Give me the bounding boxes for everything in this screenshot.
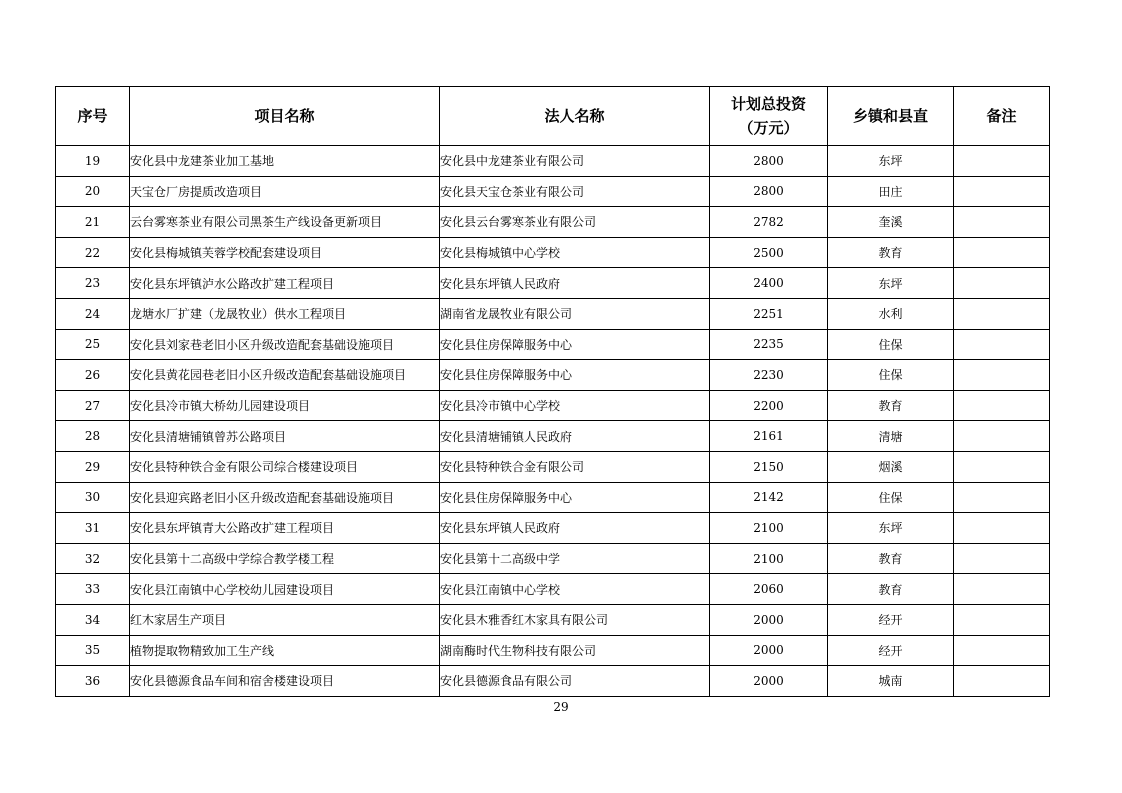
cell-investment: 2150 (710, 451, 828, 482)
cell-town: 东坪 (828, 146, 954, 177)
cell-no: 34 (56, 604, 130, 635)
cell-note (954, 451, 1050, 482)
cell-owner-name: 安化县特种铁合金有限公司 (440, 451, 710, 482)
cell-project-name: 安化县中龙建茶业加工基地 (130, 146, 440, 177)
cell-project-name: 安化县梅城镇芙蓉学校配套建设项目 (130, 237, 440, 268)
cell-no: 19 (56, 146, 130, 177)
cell-no: 28 (56, 421, 130, 452)
header-investment (710, 87, 828, 146)
cell-note (954, 666, 1050, 697)
cell-no: 31 (56, 513, 130, 544)
cell-town: 东坪 (828, 268, 954, 299)
cell-no: 24 (56, 298, 130, 329)
cell-no: 29 (56, 451, 130, 482)
cell-investment: 2800 (710, 176, 828, 207)
cell-town: 烟溪 (828, 451, 954, 482)
table-row (56, 360, 1050, 391)
cell-town: 住保 (828, 482, 954, 513)
header-investment-line2: （万元） (738, 119, 799, 137)
table-row (56, 421, 1050, 452)
cell-owner-name: 安化县住房保障服务中心 (440, 482, 710, 513)
cell-owner-name: 湖南酶时代生物科技有限公司 (440, 635, 710, 666)
cell-project-name: 安化县刘家巷老旧小区升级改造配套基础设施项目 (130, 329, 440, 360)
cell-town: 教育 (828, 574, 954, 605)
cell-town: 教育 (828, 390, 954, 421)
header-note: 备注 (954, 87, 1050, 146)
cell-note (954, 543, 1050, 574)
cell-note (954, 207, 1050, 238)
cell-project-name: 安化县东坪镇泸水公路改扩建工程项目 (130, 268, 440, 299)
cell-owner-name: 安化县东坪镇人民政府 (440, 513, 710, 544)
cell-project-name: 安化县东坪镇青大公路改扩建工程项目 (130, 513, 440, 544)
table-row (56, 176, 1050, 207)
cell-investment: 2100 (710, 543, 828, 574)
table-row (56, 237, 1050, 268)
cell-note (954, 146, 1050, 177)
cell-town: 田庄 (828, 176, 954, 207)
table-row (56, 666, 1050, 697)
cell-no: 21 (56, 207, 130, 238)
cell-town: 清塘 (828, 421, 954, 452)
cell-note (954, 482, 1050, 513)
cell-owner-name: 安化县江南镇中心学校 (440, 574, 710, 605)
cell-town: 教育 (828, 543, 954, 574)
table-row (56, 268, 1050, 299)
cell-no: 36 (56, 666, 130, 697)
cell-note (954, 268, 1050, 299)
cell-no: 32 (56, 543, 130, 574)
cell-town: 奎溪 (828, 207, 954, 238)
cell-note (954, 604, 1050, 635)
cell-note (954, 390, 1050, 421)
cell-owner-name: 安化县云台雾寒茶业有限公司 (440, 207, 710, 238)
cell-project-name: 安化县江南镇中心学校幼儿园建设项目 (130, 574, 440, 605)
cell-owner-name: 安化县中龙建茶业有限公司 (440, 146, 710, 177)
cell-investment: 2161 (710, 421, 828, 452)
cell-project-name: 安化县德源食品车间和宿舍楼建设项目 (130, 666, 440, 697)
cell-project-name: 安化县黄花园巷老旧小区升级改造配套基础设施项目 (130, 360, 440, 391)
cell-project-name: 植物提取物精致加工生产线 (130, 635, 440, 666)
cell-town: 住保 (828, 329, 954, 360)
cell-owner-name: 安化县天宝仓茶业有限公司 (440, 176, 710, 207)
cell-project-name: 安化县冷市镇大桥幼儿园建设项目 (130, 390, 440, 421)
table-row (56, 207, 1050, 238)
cell-owner-name: 安化县德源食品有限公司 (440, 666, 710, 697)
cell-no: 26 (56, 360, 130, 391)
cell-note (954, 237, 1050, 268)
table-row (56, 329, 1050, 360)
header-investment-line1: 计划总投资 (730, 95, 806, 113)
table-row (56, 482, 1050, 513)
cell-project-name: 安化县迎宾路老旧小区升级改造配套基础设施项目 (130, 482, 440, 513)
cell-investment: 2400 (710, 268, 828, 299)
cell-no: 23 (56, 268, 130, 299)
cell-investment: 2200 (710, 390, 828, 421)
cell-town: 水利 (828, 298, 954, 329)
cell-project-name: 安化县特种铁合金有限公司综合楼建设项目 (130, 451, 440, 482)
cell-note (954, 329, 1050, 360)
cell-investment: 2251 (710, 298, 828, 329)
table-row (56, 604, 1050, 635)
cell-investment: 2000 (710, 635, 828, 666)
table-row (56, 635, 1050, 666)
cell-town: 城南 (828, 666, 954, 697)
cell-project-name: 云台雾寒茶业有限公司黑茶生产线设备更新项目 (130, 207, 440, 238)
cell-note (954, 635, 1050, 666)
cell-owner-name: 安化县住房保障服务中心 (440, 360, 710, 391)
cell-note (954, 421, 1050, 452)
cell-investment: 2000 (710, 666, 828, 697)
cell-project-name: 红木家居生产项目 (130, 604, 440, 635)
table-body (56, 146, 1050, 697)
cell-owner-name: 安化县东坪镇人民政府 (440, 268, 710, 299)
header-no: 序号 (56, 87, 130, 146)
cell-owner-name: 安化县梅城镇中心学校 (440, 237, 710, 268)
page-number: 29 (553, 700, 569, 714)
cell-no: 20 (56, 176, 130, 207)
header-town: 乡镇和县直 (828, 87, 954, 146)
cell-investment: 2500 (710, 237, 828, 268)
cell-no: 30 (56, 482, 130, 513)
cell-town: 东坪 (828, 513, 954, 544)
cell-town: 经开 (828, 635, 954, 666)
table-row (56, 451, 1050, 482)
cell-note (954, 513, 1050, 544)
cell-investment: 2782 (710, 207, 828, 238)
header-owner-name: 法人名称 (440, 87, 710, 146)
cell-town: 经开 (828, 604, 954, 635)
table-row (56, 146, 1050, 177)
cell-note (954, 574, 1050, 605)
cell-note (954, 176, 1050, 207)
cell-investment: 2000 (710, 604, 828, 635)
cell-project-name: 安化县第十二高级中学综合教学楼工程 (130, 543, 440, 574)
cell-investment: 2100 (710, 513, 828, 544)
cell-town: 住保 (828, 360, 954, 391)
cell-project-name: 安化县清塘铺镇曾苏公路项目 (130, 421, 440, 452)
cell-owner-name: 湖南省龙晟牧业有限公司 (440, 298, 710, 329)
cell-note (954, 360, 1050, 391)
header-project-name: 项目名称 (130, 87, 440, 146)
cell-investment: 2142 (710, 482, 828, 513)
table-row (56, 513, 1050, 544)
table-row (56, 390, 1050, 421)
project-table (55, 86, 1050, 697)
cell-no: 25 (56, 329, 130, 360)
cell-investment: 2800 (710, 146, 828, 177)
cell-owner-name: 安化县清塘铺镇人民政府 (440, 421, 710, 452)
cell-investment: 2060 (710, 574, 828, 605)
table-row (56, 298, 1050, 329)
cell-project-name: 天宝仓厂房提质改造项目 (130, 176, 440, 207)
cell-no: 35 (56, 635, 130, 666)
cell-owner-name: 安化县第十二高级中学 (440, 543, 710, 574)
cell-owner-name: 安化县冷市镇中心学校 (440, 390, 710, 421)
cell-investment: 2235 (710, 329, 828, 360)
cell-owner-name: 安化县住房保障服务中心 (440, 329, 710, 360)
cell-no: 33 (56, 574, 130, 605)
cell-town: 教育 (828, 237, 954, 268)
table-row (56, 543, 1050, 574)
cell-owner-name: 安化县木雅香红木家具有限公司 (440, 604, 710, 635)
table-header-row (56, 87, 1050, 146)
cell-project-name: 龙塘水厂扩建（龙晟牧业）供水工程项目 (130, 298, 440, 329)
cell-note (954, 298, 1050, 329)
table-row (56, 574, 1050, 605)
cell-no: 22 (56, 237, 130, 268)
cell-no: 27 (56, 390, 130, 421)
cell-investment: 2230 (710, 360, 828, 391)
